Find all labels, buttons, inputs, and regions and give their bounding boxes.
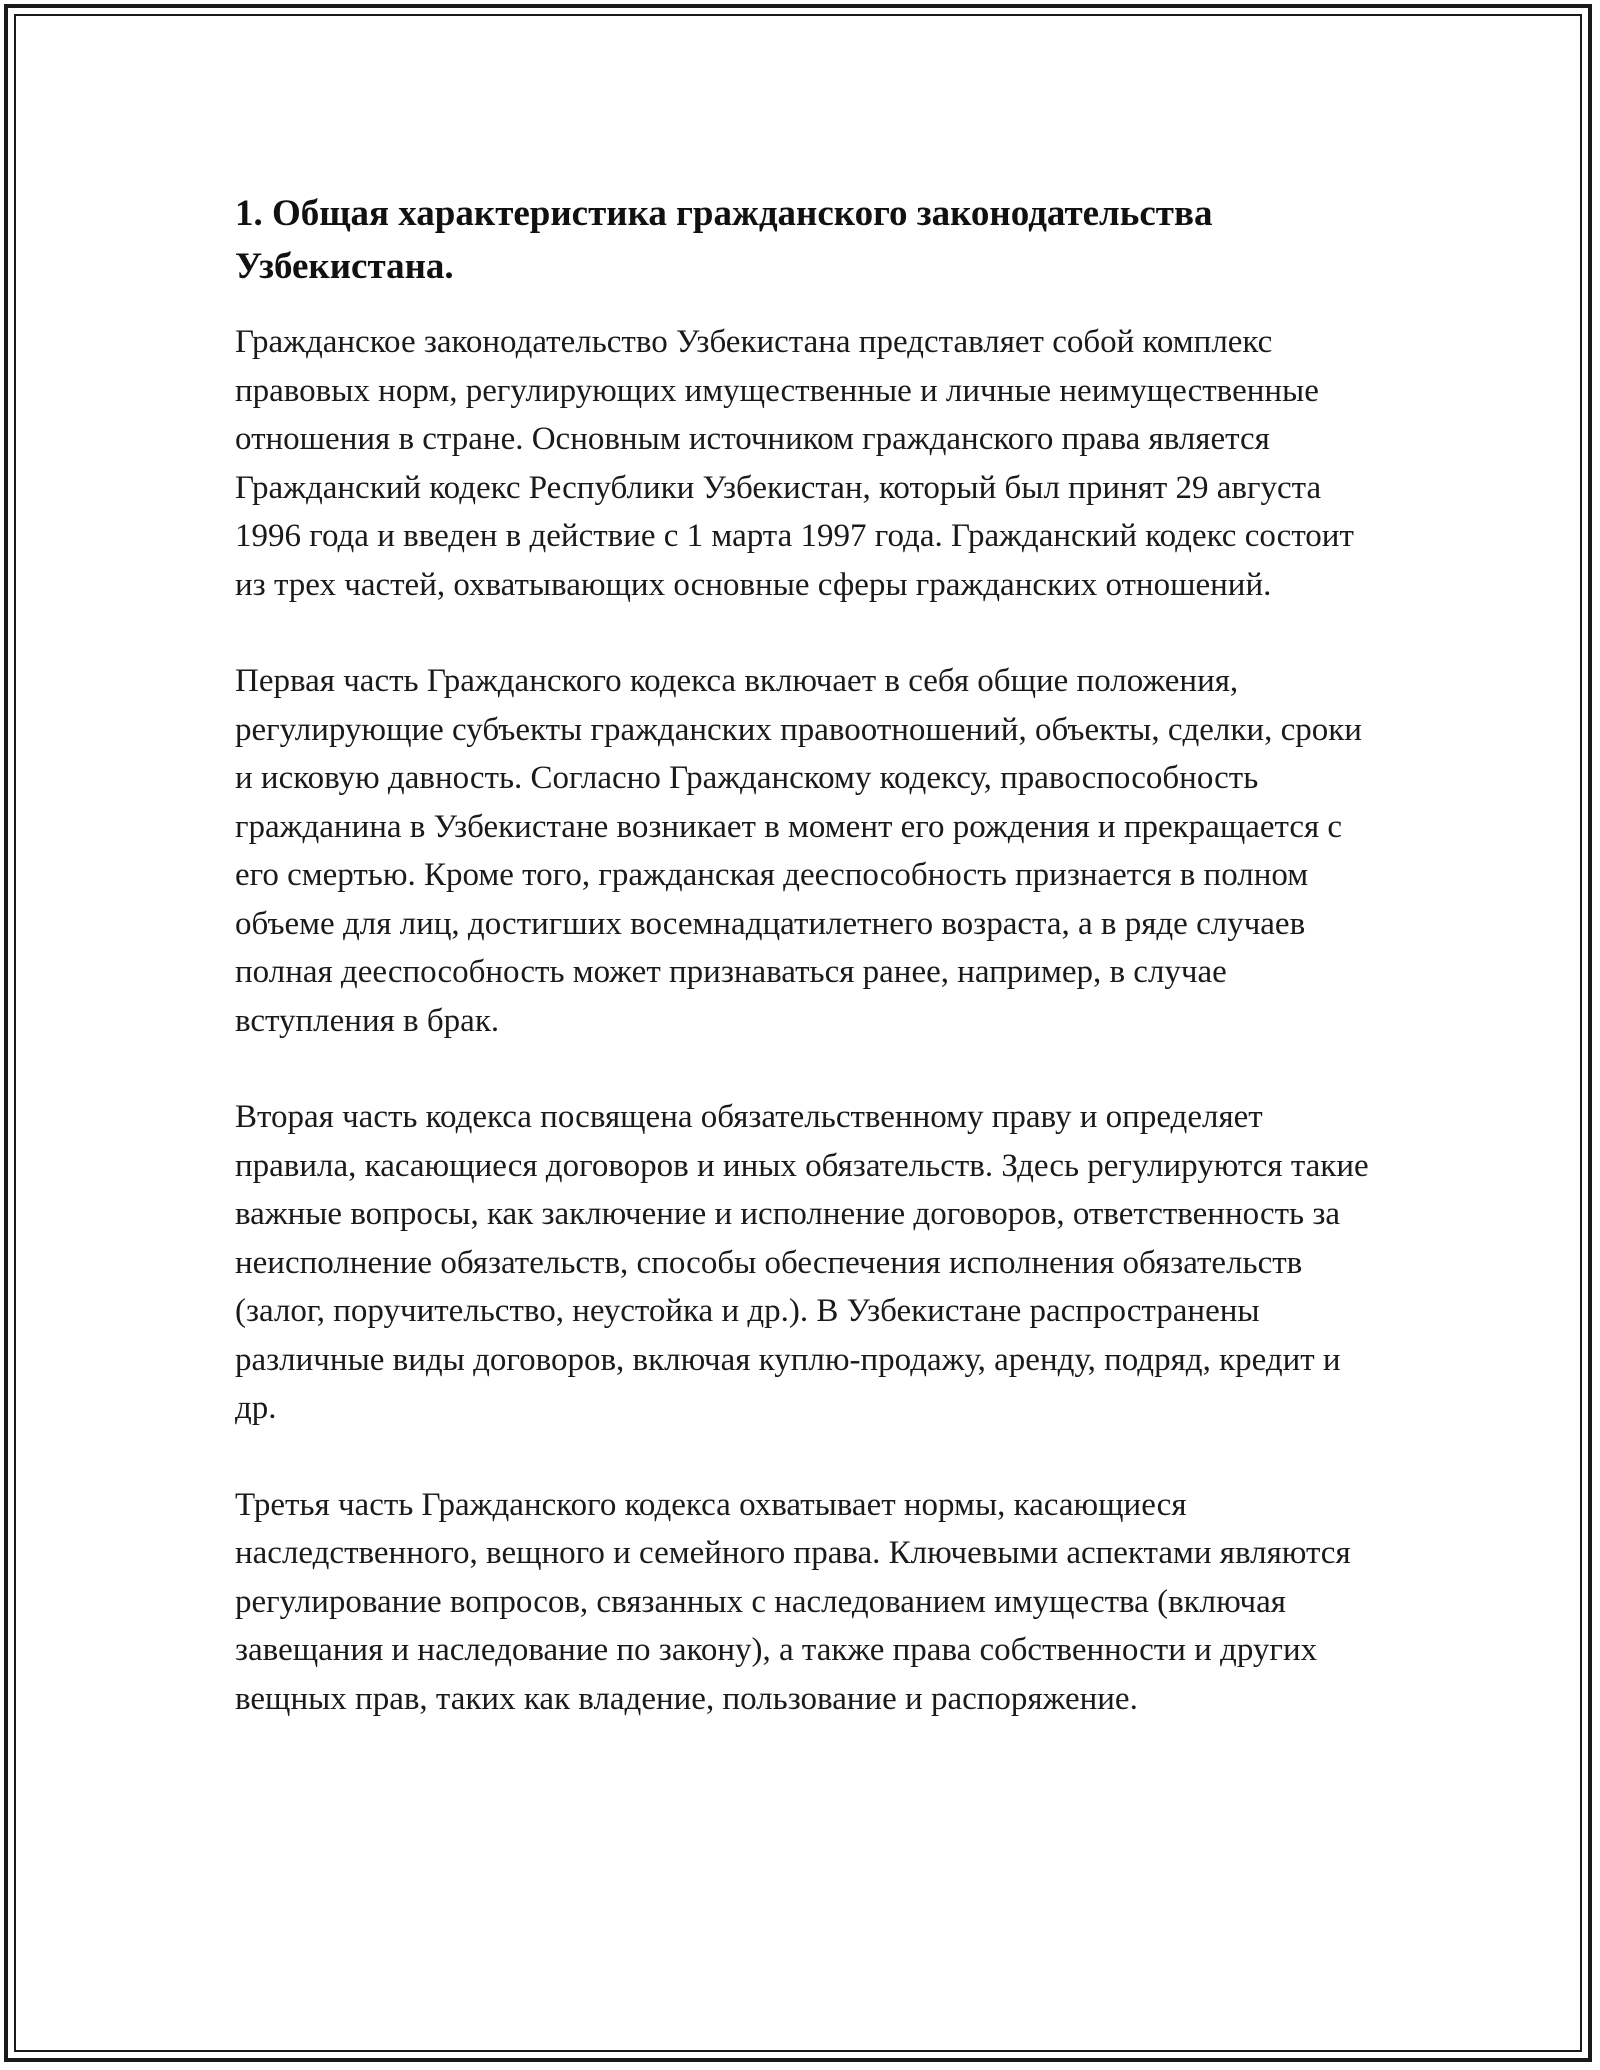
paragraph-part-one: Первая часть Гражданского кодекса включает в себя общие положения, регулирующие субъекты гражданских правоотношений, объекты, сделки, сроки и исковую давность. Согласно Гражданскому кодексу, правоспособность гражданина в Узбекистане возникает в момент его рождения и прекращается с его смертью. Кроме того, гражданская дееспособность признается в полном объеме для лиц, достигших восемнадцатилетнего возраста, а в ряде случаев полная дееспособность может признаваться ранее, например, в случае вступления в брак. <box>235 663 1362 1039</box>
document-heading: 1. Общая характеристика гражданского законодательства Узбекистана. <box>235 193 1213 287</box>
paragraph-general: Гражданское законодательство Узбекистана представляет собой комплекс правовых норм, регулирующих имущественные и личные неимущественные отношения в стране. Основным источником гражданского права является Гражданский кодекс Республики Узбекистан, который был принят 29 августа 1996 года и введен в действие с 1 марта 1997 года. Гражданский кодекс состоит из трех частей, охватывающих основные сферы гражданских отношений. <box>235 324 1354 603</box>
document-body <box>235 187 1385 1771</box>
paragraph-part-two: Вторая часть кодекса посвящена обязательственному праву и определяет правила, касающиеся договоров и иных обязательств. Здесь регулируются такие важные вопросы, как заключение и исполнение договоров, ответственность за неисполнение обязательств, способы обеспечения исполнения обязательств (залог, поручительство, неустойка и др.). В Узбекистане распространены различные виды договоров, включая куплю-продажу, аренду, подряд, кредит и др. <box>235 1099 1369 1426</box>
paragraph-part-three: Третья часть Гражданского кодекса охватывает нормы, касающиеся наследственного, вещного и семейного права. Ключевыми аспектами являются регулирование вопросов, связанных с наследованием имущества (включая завещания и наследование по закону), а также права собственности и других вещных прав, таких как владение, пользование и распоряжение. <box>235 1486 1351 1717</box>
